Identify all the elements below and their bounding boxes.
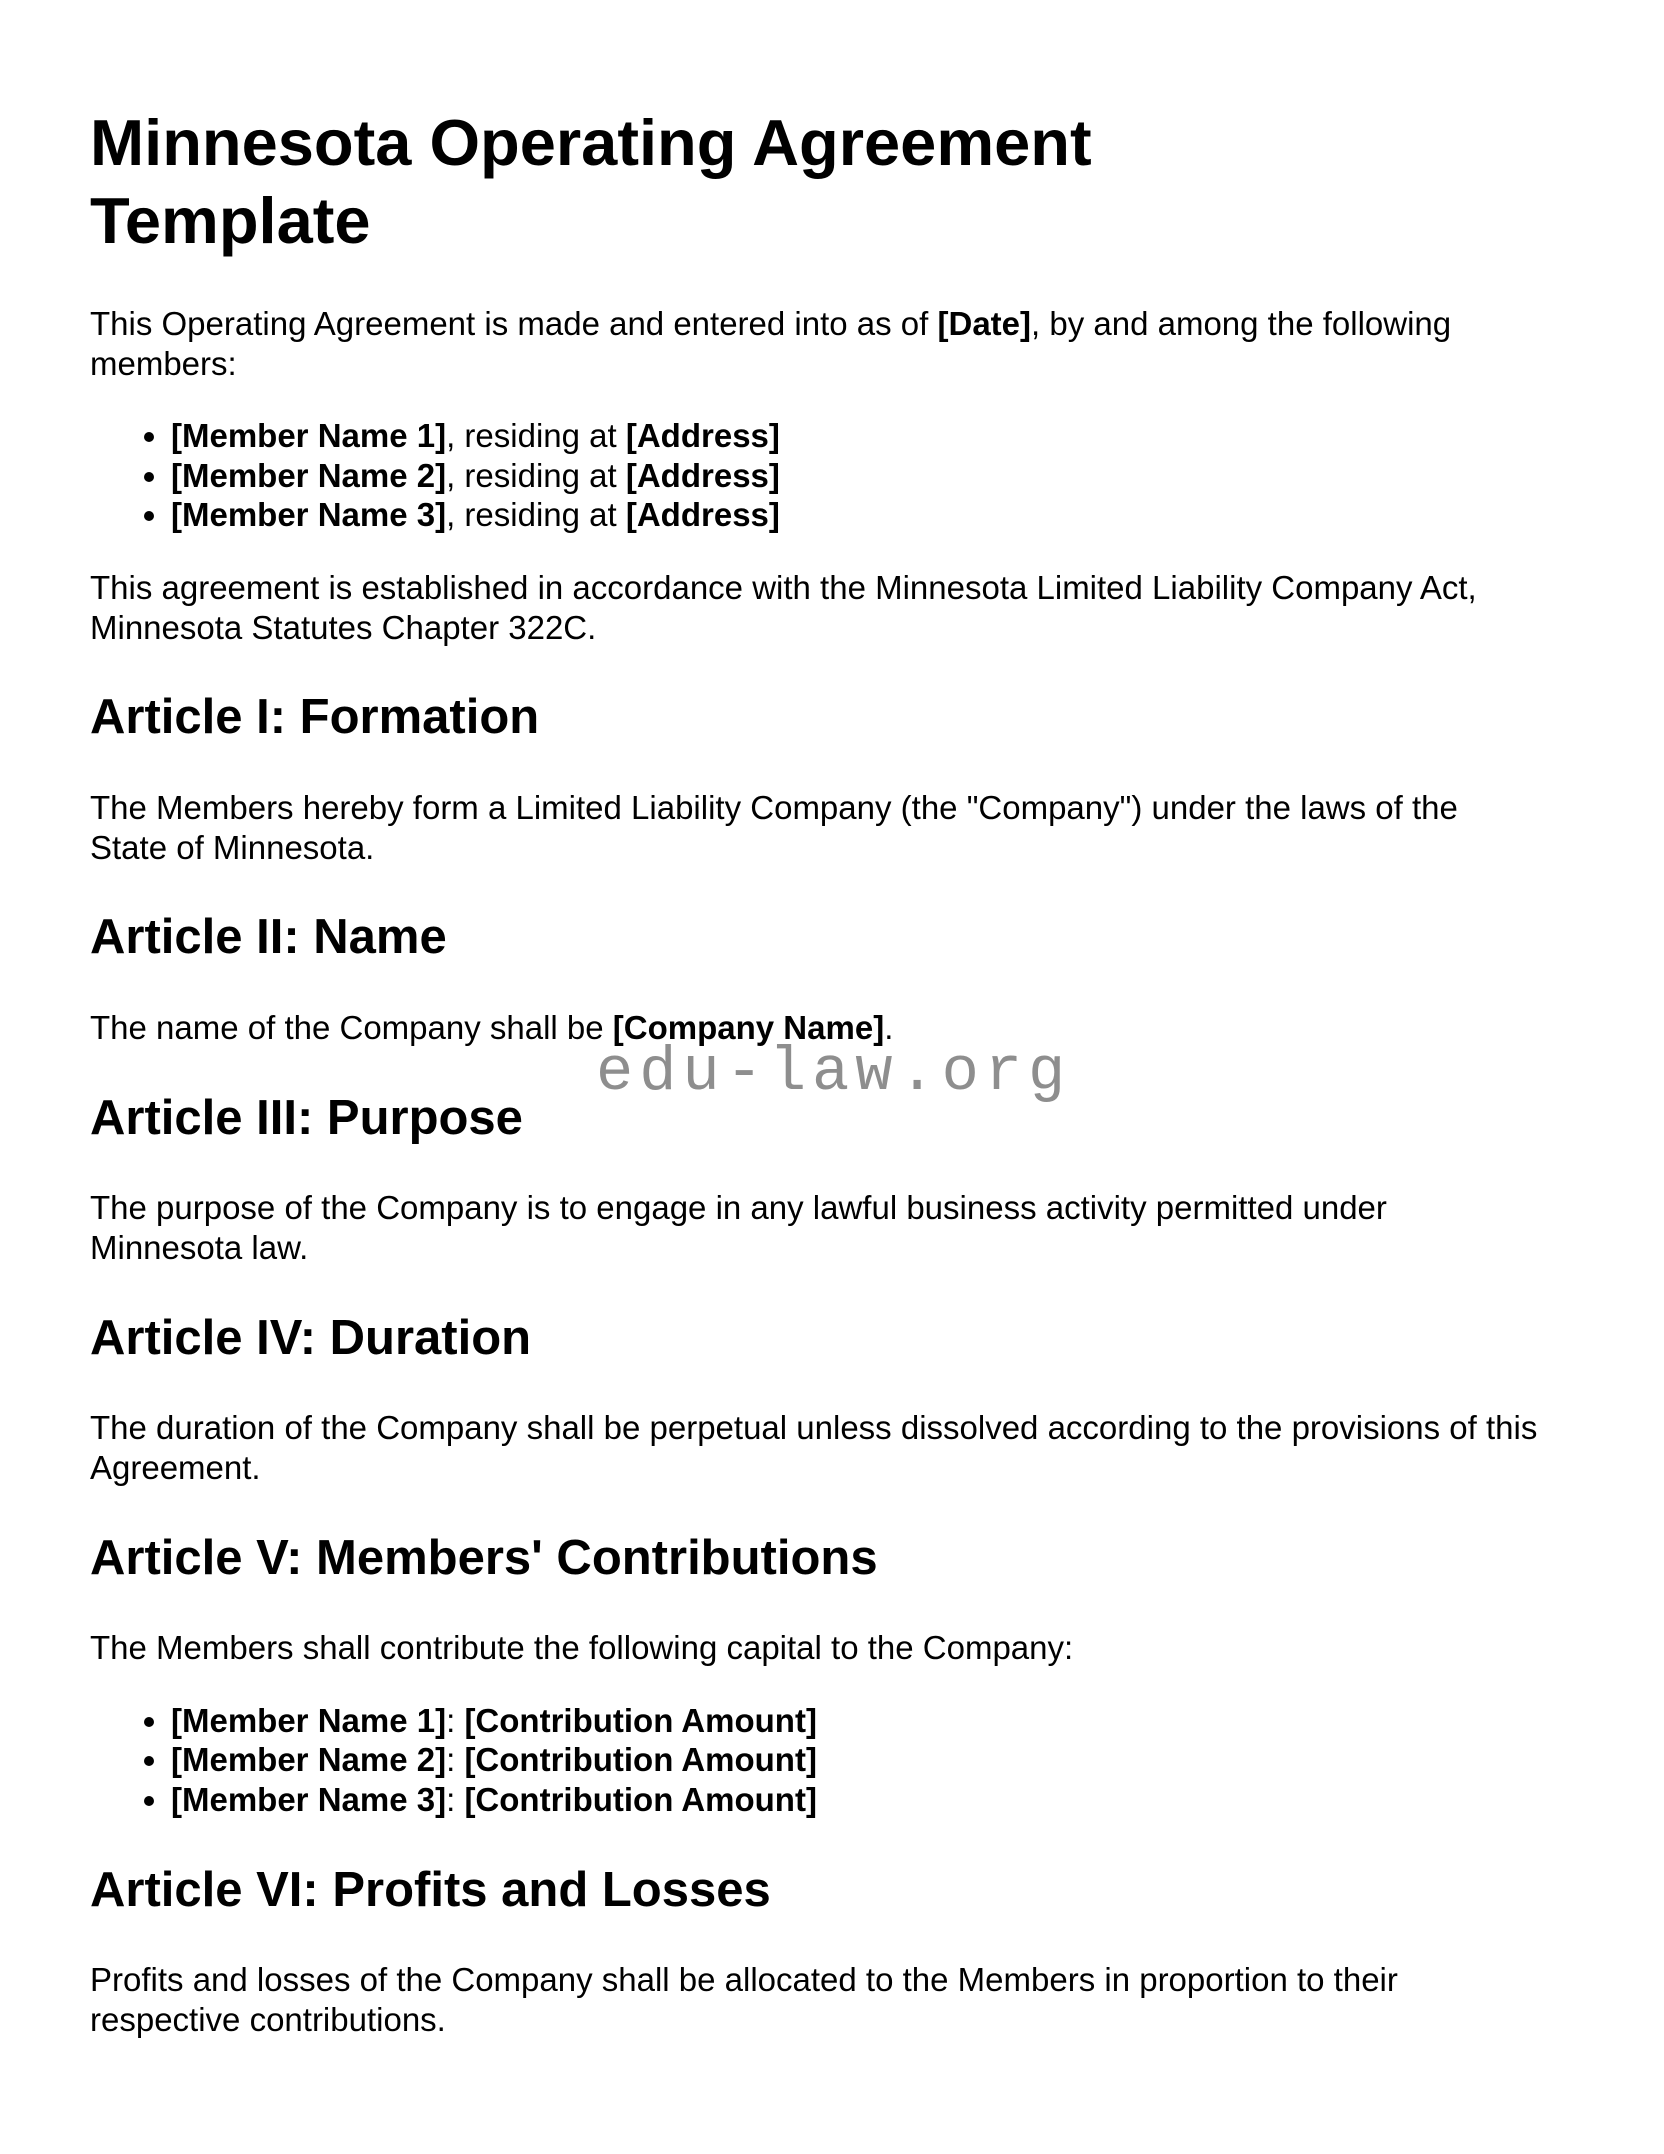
member-item bbox=[171, 495, 1471, 535]
address-placeholder: [Address] bbox=[625, 456, 780, 494]
article-1-heading: Article I: Formation bbox=[90, 690, 540, 745]
member-name-placeholder: [Member Name 1] bbox=[171, 417, 447, 455]
contribution-item-text: : bbox=[446, 1701, 465, 1739]
article-6-heading: Article VI: Profits and Losses bbox=[90, 1862, 771, 1917]
member-name-placeholder: [Member Name 2] bbox=[171, 1741, 447, 1779]
article-4-body: The duration of the Company shall be perpetual unless dissolved according to the provisions of this Agreement. bbox=[90, 1409, 1538, 1486]
address-placeholder: [Address] bbox=[625, 417, 780, 455]
article-3-body: The purpose of the Company is to engage in any lawful business activity permitted under Minnesota law. bbox=[90, 1189, 1387, 1266]
member-item-text: , residing at bbox=[446, 496, 626, 534]
article-4-heading: Article IV: Duration bbox=[90, 1310, 532, 1365]
article-3-heading: Article III: Purpose bbox=[90, 1090, 523, 1145]
member-item-text: , residing at bbox=[446, 456, 626, 494]
intro-text-pre: This Operating Agreement is made and entered into as of bbox=[90, 305, 938, 342]
contribution-item bbox=[171, 1740, 1471, 1780]
name-text-post: . bbox=[884, 1008, 894, 1046]
member-name-placeholder: [Member Name 1] bbox=[171, 1701, 447, 1739]
contribution-item bbox=[171, 1780, 1471, 1820]
member-name-placeholder: [Member Name 3] bbox=[171, 496, 447, 534]
company-name-placeholder: [Company Name] bbox=[612, 1008, 885, 1046]
article-1-body: The Members hereby form a Limited Liability Company (the "Company") under the laws of the State of Minnesota. bbox=[90, 788, 1458, 866]
member-item bbox=[171, 456, 1471, 496]
contribution-item bbox=[171, 1701, 1471, 1741]
watermark: edu-law.org bbox=[596, 1037, 1072, 1108]
page-title: Minnesota Operating Agreement Template bbox=[90, 106, 1092, 257]
member-name-placeholder: [Member Name 2] bbox=[171, 456, 447, 494]
contribution-amount-placeholder: [Contribution Amount] bbox=[464, 1701, 817, 1739]
article-2-body bbox=[90, 1008, 1540, 1048]
article-5-heading: Article V: Members' Contributions bbox=[90, 1530, 878, 1585]
date-placeholder: [Date] bbox=[937, 305, 1032, 342]
accordance-paragraph: This agreement is established in accordance with the Minnesota Limited Liability Company Act, Minnesota Statutes Chapter 322C. bbox=[90, 568, 1477, 646]
name-text-pre: The name of the Company shall be bbox=[90, 1008, 613, 1046]
member-list bbox=[90, 416, 1540, 535]
member-item bbox=[171, 416, 1471, 456]
contribution-item-text: : bbox=[446, 1741, 465, 1779]
member-name-placeholder: [Member Name 3] bbox=[171, 1781, 447, 1819]
address-placeholder: [Address] bbox=[625, 496, 780, 534]
intro-text-post: , by and among the following members: bbox=[90, 305, 1452, 382]
member-item-text: , residing at bbox=[446, 417, 626, 455]
article-2-heading: Article II: Name bbox=[90, 910, 447, 965]
contribution-amount-placeholder: [Contribution Amount] bbox=[464, 1781, 817, 1819]
contribution-amount-placeholder: [Contribution Amount] bbox=[464, 1741, 817, 1779]
article-5-body: The Members shall contribute the following capital to the Company: bbox=[90, 1629, 1074, 1667]
contribution-item-text: : bbox=[446, 1781, 465, 1819]
intro-paragraph bbox=[90, 304, 1540, 383]
article-6-body: Profits and losses of the Company shall be allocated to the Members in proportion to their respective contributions. bbox=[90, 1961, 1398, 2039]
contribution-list bbox=[90, 1701, 1540, 1820]
